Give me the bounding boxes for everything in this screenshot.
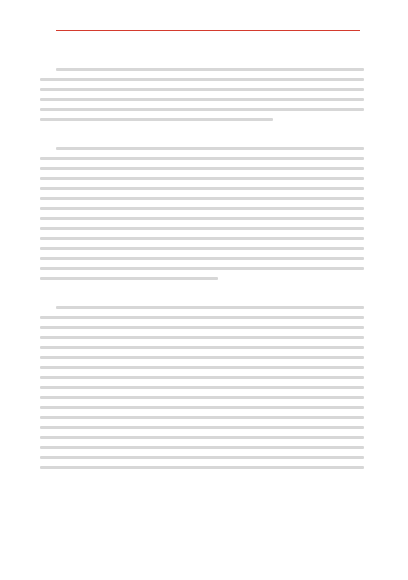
text-line xyxy=(56,147,364,150)
text-line xyxy=(40,456,364,459)
qq-right xyxy=(227,530,287,546)
text-line xyxy=(40,237,364,240)
text-line xyxy=(40,267,364,270)
text-line xyxy=(40,277,218,280)
text-line xyxy=(40,257,364,260)
text-line xyxy=(40,167,364,170)
text-line xyxy=(40,316,364,319)
text-line xyxy=(40,356,364,359)
text-line xyxy=(40,336,364,339)
text-line xyxy=(40,466,364,469)
text-line xyxy=(56,68,364,71)
text-line xyxy=(40,98,364,101)
text-line xyxy=(40,386,364,389)
top-banner xyxy=(56,8,360,31)
text-line xyxy=(40,207,364,210)
paragraph xyxy=(40,147,364,280)
text-line xyxy=(40,88,364,91)
section-heading-2 xyxy=(40,287,364,301)
text-line xyxy=(40,426,364,429)
text-line xyxy=(40,177,364,180)
contact-footer xyxy=(0,530,408,546)
greeting xyxy=(40,48,364,62)
text-line xyxy=(40,436,364,439)
text-line xyxy=(40,446,364,449)
text-line xyxy=(40,197,364,200)
text-line xyxy=(40,108,364,111)
text-line xyxy=(40,416,364,419)
text-line xyxy=(40,118,273,121)
paragraph xyxy=(40,306,364,469)
text-line xyxy=(40,396,364,399)
document-body xyxy=(40,48,364,518)
text-line xyxy=(40,406,364,409)
text-line xyxy=(40,376,364,379)
text-line xyxy=(40,187,364,190)
text-line xyxy=(40,366,364,369)
text-line xyxy=(56,306,364,309)
section-heading-1 xyxy=(40,128,364,142)
text-line xyxy=(40,326,364,329)
text-line xyxy=(40,346,364,349)
text-line xyxy=(40,157,364,160)
qq-left xyxy=(121,530,181,546)
text-line xyxy=(40,217,364,220)
text-line xyxy=(40,78,364,81)
text-line xyxy=(40,247,364,250)
paragraph xyxy=(40,68,364,121)
text-line xyxy=(40,227,364,230)
